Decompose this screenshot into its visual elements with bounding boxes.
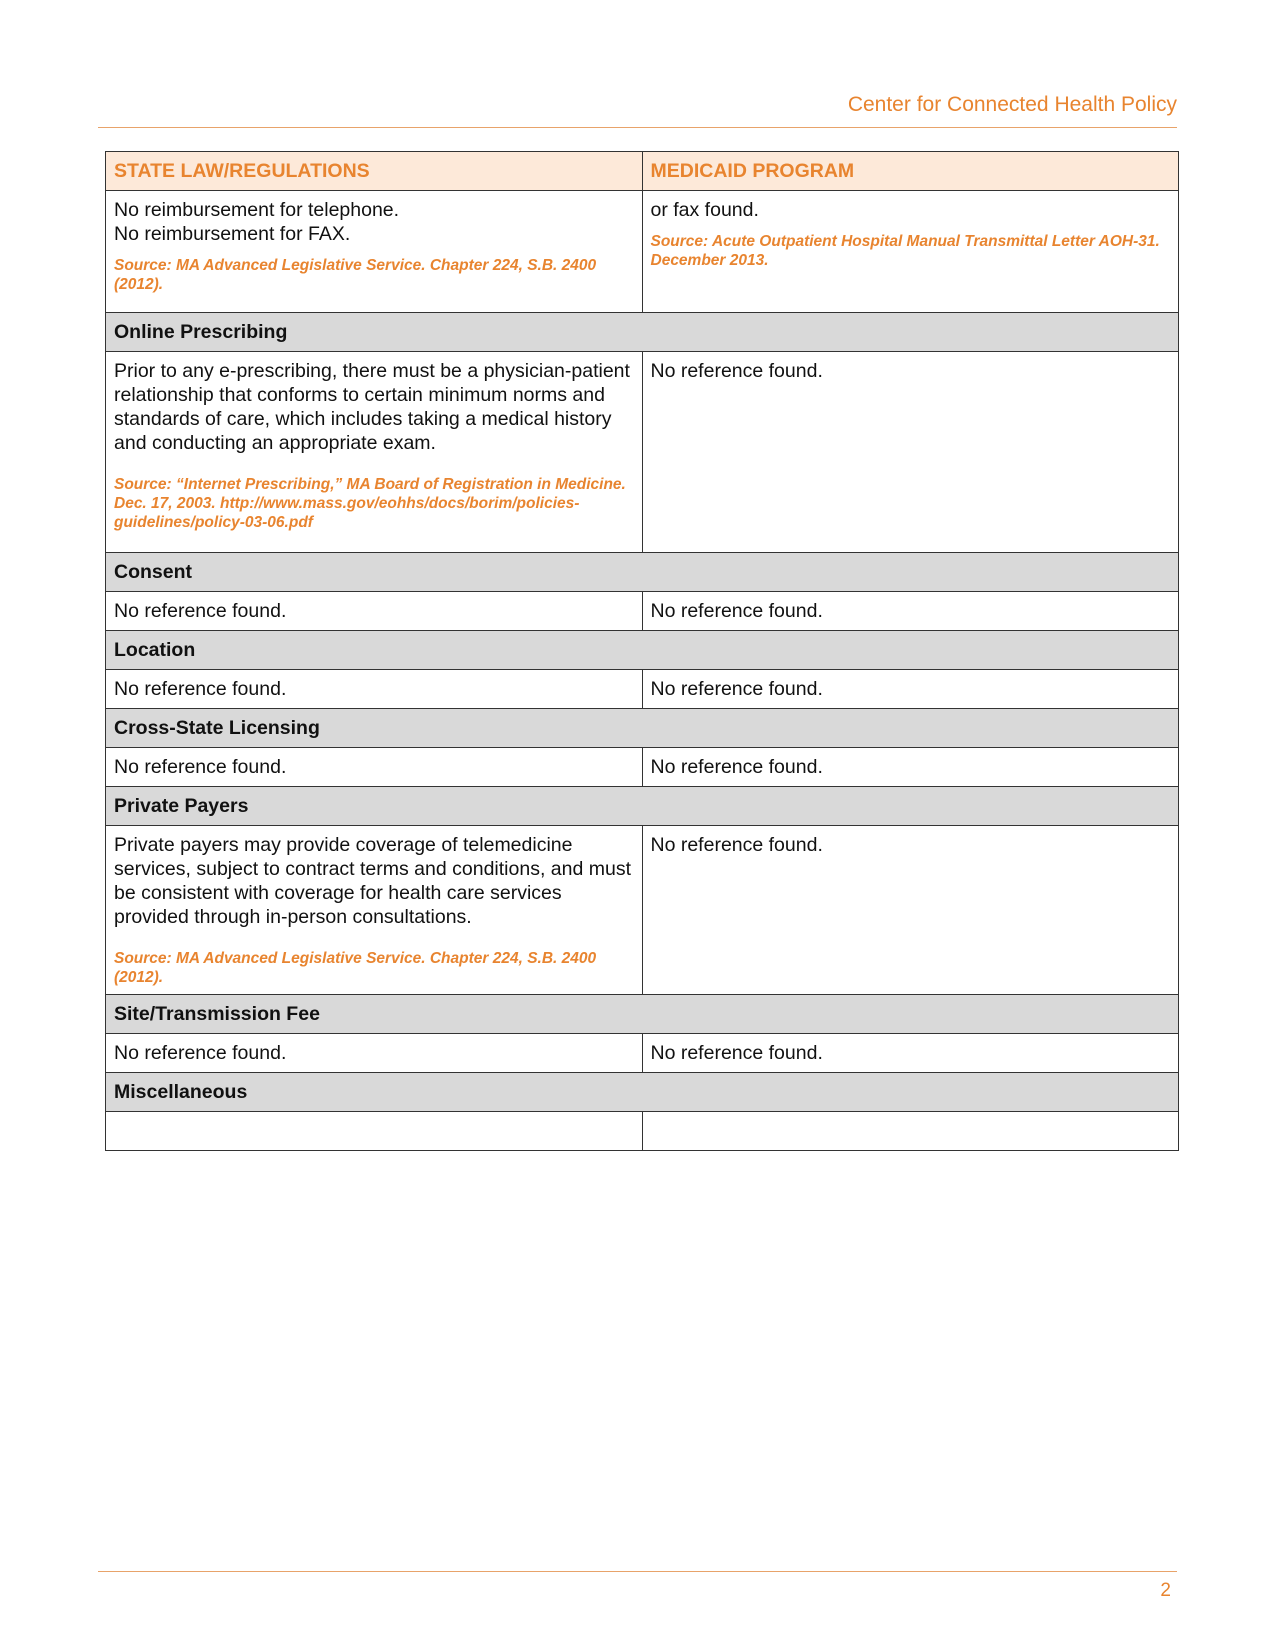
section-row: [106, 553, 1179, 592]
table-row: [106, 826, 1179, 995]
state-law-cell: [106, 826, 643, 995]
medicaid-cell: No reference found.: [642, 592, 1179, 631]
column-header-row: [106, 152, 1179, 191]
medicaid-cell: [642, 352, 1179, 553]
source-citation: Source: MA Advanced Legislative Service. Chapter 224, S.B. 2400 (2012).: [114, 950, 597, 986]
section-row: [106, 1073, 1179, 1112]
state-law-cell: [106, 1112, 643, 1151]
state-law-cell: No reference found.: [106, 670, 643, 709]
cell-text: Private payers may provide coverage of telemedicine services, subject to contract terms and conditions, and must be consistent with coverage for health care services provided through in-person consultations.: [114, 834, 631, 928]
section-row: [106, 313, 1179, 352]
state-law-cell: [106, 352, 643, 553]
section-title: Cross-State Licensing: [106, 709, 1179, 748]
page-number: 2: [1160, 1580, 1171, 1601]
table-row: [106, 1112, 1179, 1151]
state-law-cell: No reference found.: [106, 592, 643, 631]
header-divider: [98, 127, 1177, 128]
source-citation: Source: MA Advanced Legislative Service. Chapter 224, S.B. 2400 (2012).: [114, 257, 597, 293]
column-header-state-law: STATE LAW/REGULATIONS: [106, 152, 643, 191]
medicaid-cell: No reference found.: [642, 1034, 1179, 1073]
section-title: Online Prescribing: [106, 313, 1179, 352]
section-title: Site/Transmission Fee: [106, 995, 1179, 1034]
source-citation: Source: “Internet Prescribing,” MA Board of Registration in Medicine. Dec. 17, 2003. http://www.mass.gov/eohhs/docs/borim/policies-guidelines/policy-03-06.pdf: [114, 476, 626, 531]
table-row: [106, 748, 1179, 787]
state-law-cell: [106, 191, 643, 313]
section-title: Private Payers: [106, 787, 1179, 826]
table-row: [106, 352, 1179, 553]
policy-table: [105, 151, 1179, 1151]
medicaid-cell: [642, 191, 1179, 313]
section-row: [106, 995, 1179, 1034]
section-title: Consent: [106, 553, 1179, 592]
section-row: [106, 631, 1179, 670]
state-law-cell: No reference found.: [106, 1034, 643, 1073]
medicaid-cell: [642, 1112, 1179, 1151]
cell-text: No reimbursement for telephone. No reimbursement for FAX.: [114, 199, 400, 245]
footer-divider: [98, 1571, 1177, 1572]
cell-text: No reference found.: [650, 360, 823, 382]
cell-text: or fax found.: [650, 199, 759, 221]
column-header-medicaid: MEDICAID PROGRAM: [642, 152, 1179, 191]
medicaid-cell: No reference found.: [642, 748, 1179, 787]
table-row: [106, 1034, 1179, 1073]
table-row: [106, 592, 1179, 631]
cell-text: Prior to any e-prescribing, there must be a physician-patient relationship that conforms to certain minimum norms and standards of care, which includes taking a medical history and conducting an appropriate exam.: [114, 360, 630, 454]
section-title: Location: [106, 631, 1179, 670]
header-title: Center for Connected Health Policy: [847, 93, 1177, 116]
medicaid-cell: [642, 826, 1179, 995]
medicaid-cell: No reference found.: [642, 670, 1179, 709]
section-row: [106, 709, 1179, 748]
cell-text: No reference found.: [650, 834, 823, 856]
table-row: [106, 670, 1179, 709]
section-title: Miscellaneous: [106, 1073, 1179, 1112]
section-row: [106, 787, 1179, 826]
source-citation: Source: Acute Outpatient Hospital Manual Transmittal Letter AOH-31. December 2013.: [650, 233, 1160, 269]
state-law-cell: No reference found.: [106, 748, 643, 787]
table-row: [106, 191, 1179, 313]
